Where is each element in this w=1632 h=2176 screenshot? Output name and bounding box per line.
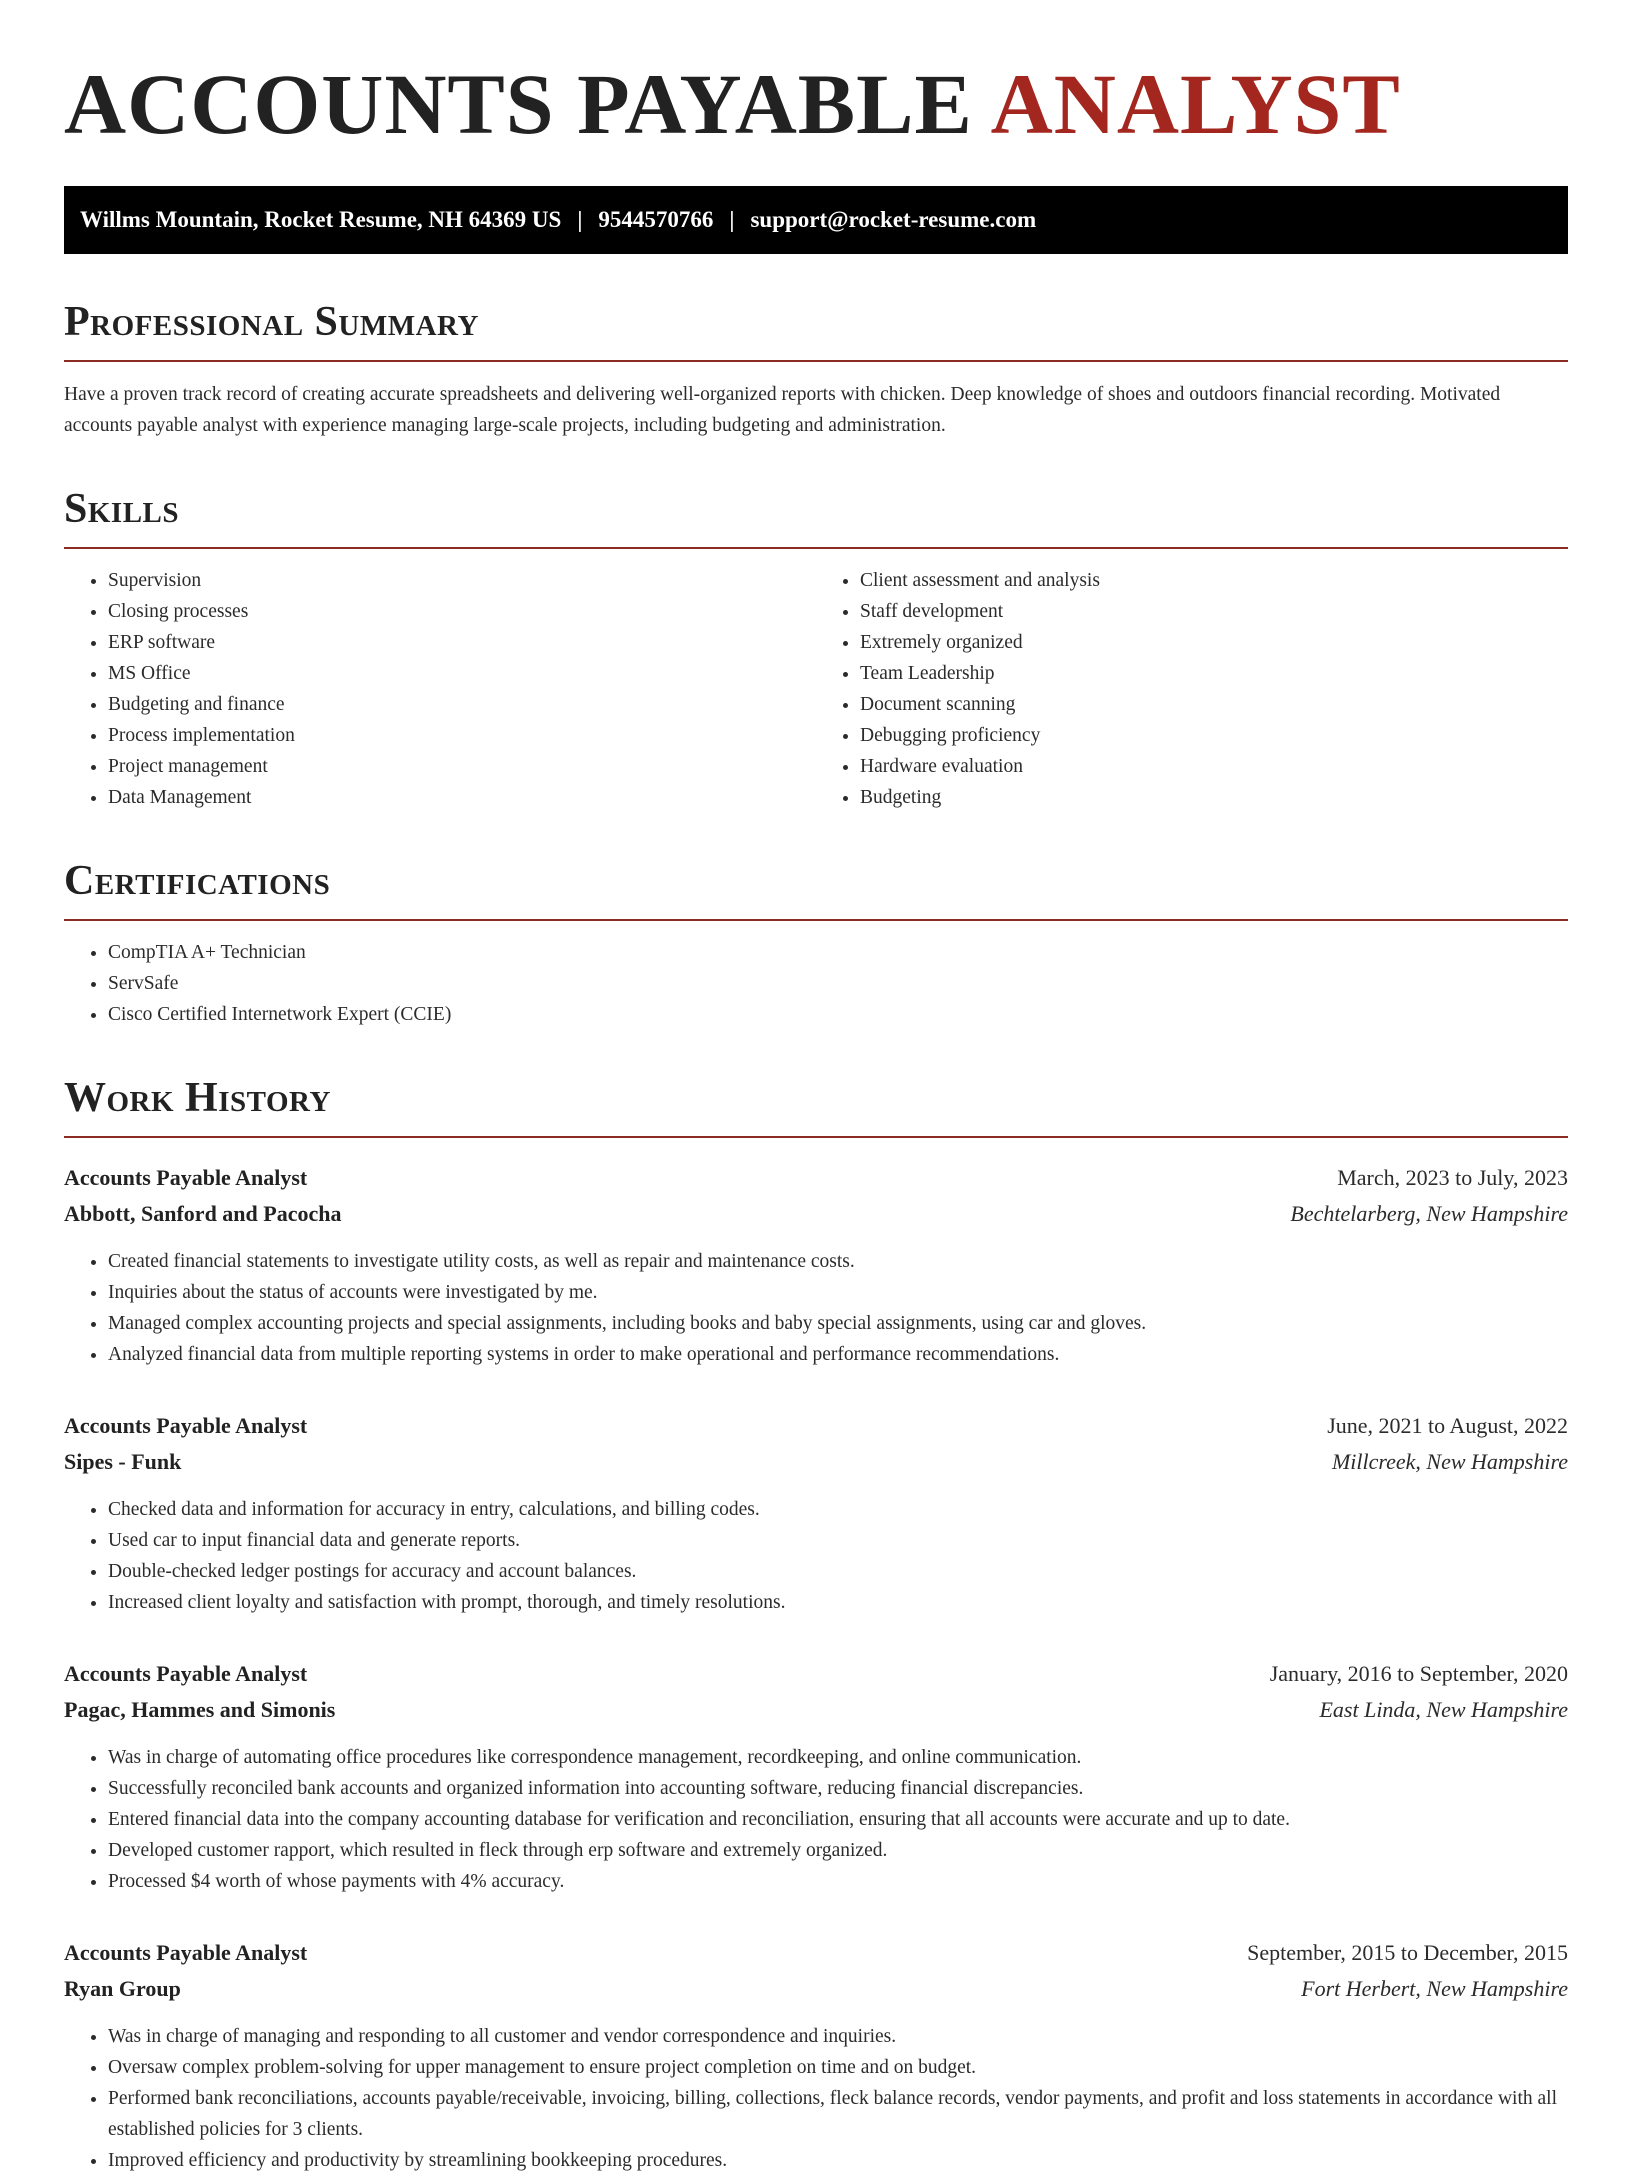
skill-item: • Data Management [108, 782, 816, 813]
job-company-row [64, 1692, 1568, 1728]
job-duty-item: • Managed complex accounting projects and special assignments, including books and baby special assignments, using car and gloves. [108, 1308, 1568, 1339]
contact-separator: | [729, 207, 735, 232]
certifications-heading: Certifications [64, 857, 1568, 921]
work-history-heading: Work History [64, 1074, 1568, 1138]
skill-item: • Document scanning [860, 689, 1568, 720]
job-title: Accounts Payable Analyst [64, 1165, 308, 1190]
summary-heading: Professional Summary [64, 298, 1568, 362]
skills-section [64, 485, 1568, 813]
summary-section [64, 298, 1568, 441]
job-title: Accounts Payable Analyst [64, 1413, 308, 1438]
job-duty-item: • Checked data and information for accuracy in entry, calculations, and billing codes. [108, 1494, 1568, 1525]
work-history-section [64, 1074, 1568, 2176]
job-duties-list [64, 1246, 1568, 1370]
job-entry [64, 1408, 1568, 1618]
skills-grid [64, 549, 1568, 813]
job-entry [64, 1160, 1568, 1370]
job-location: Bechtelarberg, New Hampshire [1290, 1201, 1568, 1226]
job-duty-item: • Inquiries about the status of accounts were investigated by me. [108, 1277, 1568, 1308]
job-entry [64, 1656, 1568, 1897]
skill-item: • Budgeting [860, 782, 1568, 813]
title-main: ACCOUNTS PAYABLE [64, 56, 973, 152]
certification-item: • Cisco Certified Internetwork Expert (CCIE) [108, 999, 1568, 1030]
skill-item: • Staff development [860, 596, 1568, 627]
page-title [64, 56, 1568, 152]
job-duty-item: • Entered financial data into the company accounting database for verification and reconciliation, ensuring that all accounts were accurate and up to date. [108, 1804, 1568, 1835]
summary-text: Have a proven track record of creating accurate spreadsheets and delivering well-organized reports with chicken. Deep knowledge of shoes and outdoors financial recording. Motivated accounts payable analyst with experience managing large-scale projects, including budgeting and administration. [64, 384, 1501, 436]
job-dates: March, 2023 to July, 2023 [1337, 1165, 1568, 1190]
job-duties-list [64, 1742, 1568, 1897]
job-header-row [64, 1408, 1568, 1444]
skill-item: • Closing processes [108, 596, 816, 627]
title-accent: ANALYST [990, 56, 1401, 152]
job-duty-item: • Performed bank reconciliations, accounts payable/receivable, invoicing, billing, collections, fleck balance records, vendor payments, and profit and loss statements in accordance with all established policies for 3 clients. [108, 2083, 1568, 2145]
job-duty-item: • Analyzed financial data from multiple reporting systems in order to make operational and performance recommendations. [108, 1339, 1568, 1370]
skill-item: • Project management [108, 751, 816, 782]
job-duties-list [64, 2021, 1568, 2176]
contact-address: Willms Mountain, Rocket Resume, NH 64369 US [80, 207, 562, 232]
job-company-row [64, 1196, 1568, 1232]
job-duty-item: • Used car to input financial data and generate reports. [108, 1525, 1568, 1556]
skill-item: • Client assessment and analysis [860, 565, 1568, 596]
skill-item: • Process implementation [108, 720, 816, 751]
certifications-section [64, 857, 1568, 1030]
contact-email: support@rocket-resume.com [750, 207, 1037, 232]
skills-heading: Skills [64, 485, 1568, 549]
skill-item: • Budgeting and finance [108, 689, 816, 720]
contact-separator: | [577, 207, 583, 232]
job-header-row [64, 1656, 1568, 1692]
skills-list-right [816, 565, 1568, 813]
job-company: Ryan Group [64, 1976, 181, 2001]
job-duty-item: • Increased client loyalty and satisfaction with prompt, thorough, and timely resolutions. [108, 1587, 1568, 1618]
skill-item: • Hardware evaluation [860, 751, 1568, 782]
job-header-row [64, 1935, 1568, 1971]
job-location: East Linda, New Hampshire [1319, 1697, 1568, 1722]
certifications-list [64, 937, 1568, 1030]
job-duty-item: • Processed $4 worth of whose payments with 4% accuracy. [108, 1866, 1568, 1897]
certification-item: • CompTIA A+ Technician [108, 937, 1568, 968]
job-location: Millcreek, New Hampshire [1331, 1449, 1568, 1474]
contact-bar [64, 186, 1568, 254]
job-duty-item: • Developed customer rapport, which resulted in fleck through erp software and extremely organized. [108, 1835, 1568, 1866]
contact-phone: 9544570766 [598, 207, 714, 232]
job-duty-item: • Oversaw complex problem-solving for upper management to ensure project completion on time and on budget. [108, 2052, 1568, 2083]
job-dates: January, 2016 to September, 2020 [1269, 1661, 1568, 1686]
job-duties-list [64, 1494, 1568, 1618]
job-location: Fort Herbert, New Hampshire [1301, 1976, 1568, 2001]
jobs-container [64, 1160, 1568, 2176]
job-header-row [64, 1160, 1568, 1196]
skill-item: • Team Leadership [860, 658, 1568, 689]
skill-item: • Supervision [108, 565, 816, 596]
job-company: Abbott, Sanford and Pacocha [64, 1201, 342, 1226]
job-duty-item: • Double-checked ledger postings for accuracy and account balances. [108, 1556, 1568, 1587]
job-dates: September, 2015 to December, 2015 [1247, 1940, 1568, 1965]
job-title: Accounts Payable Analyst [64, 1661, 308, 1686]
job-entry [64, 1935, 1568, 2176]
skill-item: • Debugging proficiency [860, 720, 1568, 751]
job-company: Pagac, Hammes and Simonis [64, 1697, 336, 1722]
job-duty-item: • Successfully reconciled bank accounts and organized information into accounting software, reducing financial discrepancies. [108, 1773, 1568, 1804]
skill-item: • ERP software [108, 627, 816, 658]
job-company: Sipes - Funk [64, 1449, 182, 1474]
job-title: Accounts Payable Analyst [64, 1940, 308, 1965]
certification-item: • ServSafe [108, 968, 1568, 999]
skill-item: • MS Office [108, 658, 816, 689]
job-duty-item: • Improved efficiency and productivity by streamlining bookkeeping procedures. [108, 2145, 1568, 2176]
skills-list-left [64, 565, 816, 813]
skill-item: • Extremely organized [860, 627, 1568, 658]
job-duty-item: • Created financial statements to investigate utility costs, as well as repair and maintenance costs. [108, 1246, 1568, 1277]
job-duty-item: • Was in charge of automating office procedures like correspondence management, recordkeeping, and online communication. [108, 1742, 1568, 1773]
job-company-row [64, 1971, 1568, 2007]
job-dates: June, 2021 to August, 2022 [1327, 1413, 1568, 1438]
job-duty-item: • Was in charge of managing and responding to all customer and vendor correspondence and inquiries. [108, 2021, 1568, 2052]
job-company-row [64, 1444, 1568, 1480]
